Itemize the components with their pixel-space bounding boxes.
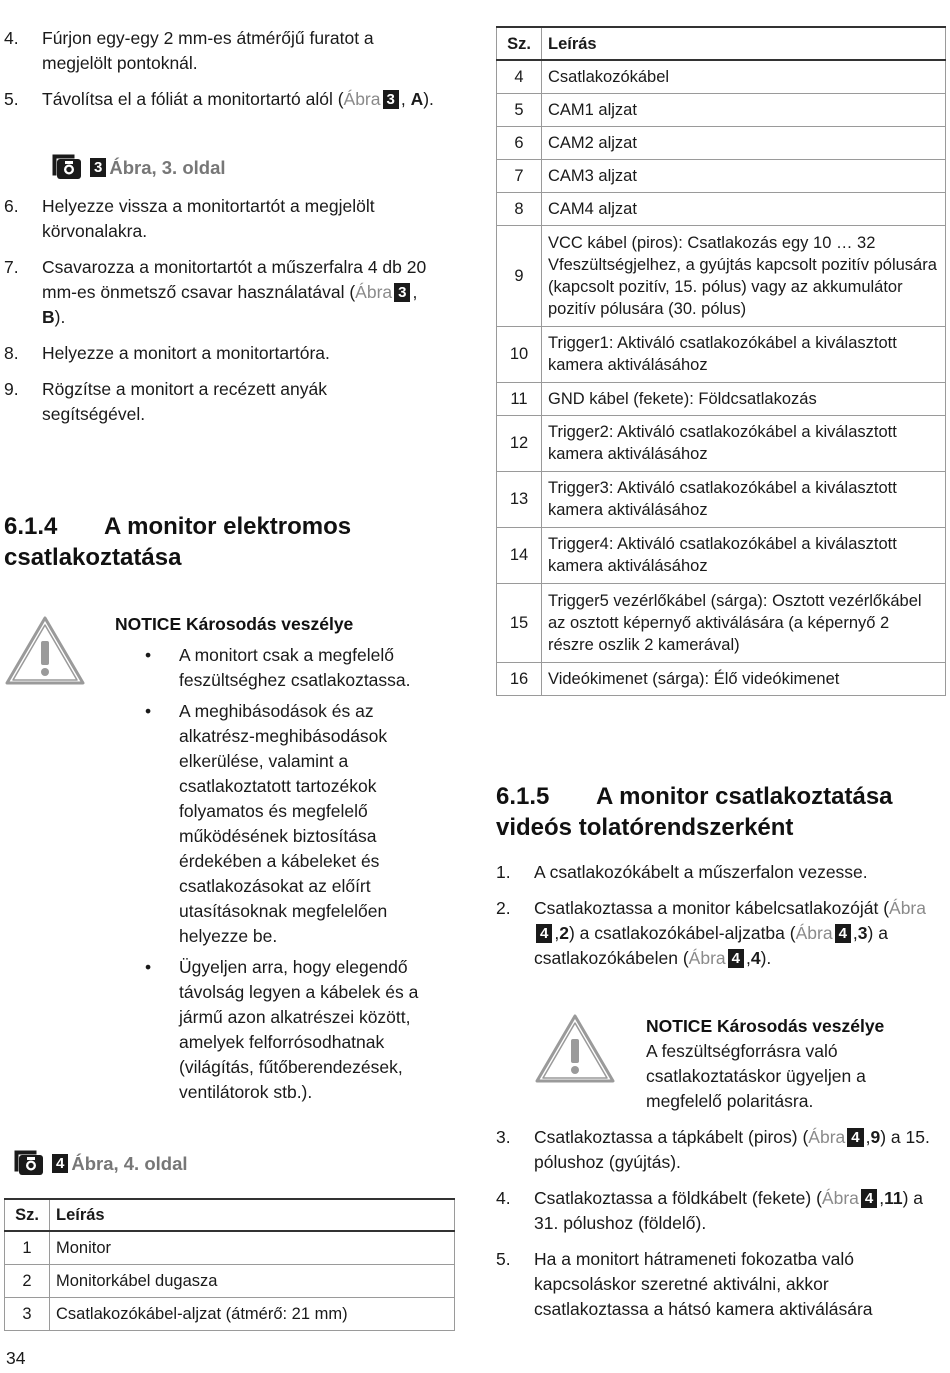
- step-text: Csatlakoztassa a monitor kábelcsatlakozóját (: [534, 898, 890, 918]
- step-text: Fúrjon egy-egy 2 mm-es átmérőjű furatot a megjelölt pontoknál.: [42, 28, 374, 73]
- separator: ,: [865, 1127, 871, 1147]
- left-steps-top: [4, 26, 444, 123]
- row-desc: Trigger3: Aktiváló csatlakozókábel a kiválasztott kamera aktiválásához: [542, 471, 946, 527]
- list-item: [4, 194, 434, 244]
- figure-ref[interactable]: Ábra: [355, 282, 393, 302]
- warning-triangle-icon: [4, 614, 86, 686]
- step-text: ) a csatlakozókábelen (: [534, 923, 888, 968]
- part-number: 2: [559, 923, 569, 943]
- row-num: 11: [497, 382, 542, 415]
- table-row: [497, 126, 946, 159]
- table-row: [497, 60, 946, 93]
- step-text: ) a csatlakozókábel-aljzatba (: [568, 923, 796, 943]
- table-row: [497, 662, 946, 695]
- camera-icon: [52, 154, 82, 180]
- bullet-dot: •: [145, 701, 152, 721]
- list-item: [496, 1247, 936, 1322]
- notice-box: [646, 1014, 936, 1114]
- row-num: 10: [497, 326, 542, 382]
- list-item: [115, 699, 435, 949]
- row-desc: Trigger5 vezérlőkábel (sárga): Osztott vezérlőkábel az osztott képernyő aktiválására (a képernyő 2 részre oszlik 2 kamerával): [542, 583, 946, 662]
- step-number: 5.: [496, 1249, 511, 1269]
- figure-4-reference[interactable]: [14, 1150, 188, 1176]
- row-num: 3: [5, 1297, 50, 1330]
- figure-badge: 4: [728, 949, 744, 968]
- step-number: 9.: [4, 379, 19, 399]
- part-number: 9: [870, 1127, 881, 1147]
- header-desc: Leírás: [542, 27, 946, 60]
- list-item: [4, 255, 434, 330]
- figure-badge: 3: [90, 158, 106, 177]
- list-item: [496, 896, 936, 971]
- row-num: 4: [497, 60, 542, 93]
- row-num: 9: [497, 225, 542, 326]
- step-number: 5.: [4, 89, 19, 109]
- bullet-text: Ügyeljen arra, hogy elegendő távolság legyen a kábelek és a jármű azon alkatrészei között, amelyek felforrósodhatnak (világítás, fűtőberendezések, ventilátorok stb.).: [179, 957, 419, 1102]
- section-title: A monitor csatlakoztatása videós tolatórendszerként: [496, 783, 893, 841]
- step-text-end: ).: [760, 948, 772, 968]
- section-title: A monitor elektromos csatlakoztatása: [4, 513, 352, 571]
- list-item: [115, 955, 435, 1105]
- row-num: 7: [497, 159, 542, 192]
- table-row: [497, 382, 946, 415]
- list-item: [496, 1125, 936, 1175]
- figure-label: Ábra, 4. oldal: [71, 1152, 188, 1174]
- row-num: 12: [497, 415, 542, 471]
- separator: ,: [852, 923, 858, 943]
- list-item: [4, 377, 434, 427]
- separator: ,: [745, 948, 751, 968]
- row-num: 6: [497, 126, 542, 159]
- row-desc: CAM2 aljzat: [542, 126, 946, 159]
- parts-table-left: [4, 1198, 455, 1331]
- table-row: [497, 326, 946, 382]
- section-heading-614: [4, 511, 444, 573]
- section-heading-615: [496, 781, 936, 843]
- row-desc: CAM1 aljzat: [542, 93, 946, 126]
- row-num: 13: [497, 471, 542, 527]
- row-desc: GND kábel (fekete): Földcsatlakozás: [542, 382, 946, 415]
- part-letter: B: [42, 307, 55, 327]
- bullet-dot: •: [145, 645, 152, 665]
- list-item: [4, 341, 434, 366]
- figure-ref[interactable]: Ábra: [808, 1127, 846, 1147]
- page-number: 34: [6, 1348, 26, 1368]
- list-item: [115, 643, 435, 693]
- table-row: [497, 471, 946, 527]
- right-steps-top: [496, 860, 936, 982]
- step-text: Távolítsa el a fóliát a monitortartó alól (: [42, 89, 344, 109]
- row-num: 15: [497, 583, 542, 662]
- table-row: [5, 1231, 455, 1264]
- figure-badge: 4: [536, 924, 552, 943]
- figure-label: Ábra, 3. oldal: [109, 156, 226, 178]
- part-number: 11: [884, 1188, 903, 1208]
- table-row: [497, 583, 946, 662]
- step-text: Csavarozza a monitortartót a műszerfalra 4 db 20 mm-es önmetsző csavar használatával (: [42, 257, 427, 302]
- figure-badge: 4: [52, 1154, 68, 1173]
- row-num: 14: [497, 527, 542, 583]
- part-letter: A: [410, 89, 424, 109]
- step-text-end: ).: [54, 307, 66, 327]
- warning-triangle-icon: [534, 1012, 616, 1084]
- figure-ref[interactable]: Ábra: [688, 948, 726, 968]
- row-desc: Csatlakozókábel-aljzat (átmérő: 21 mm): [50, 1297, 455, 1330]
- row-desc: Trigger1: Aktiváló csatlakozókábel a kiválasztott kamera aktiválásához: [542, 326, 946, 382]
- step-number: 8.: [4, 343, 19, 363]
- row-desc: CAM3 aljzat: [542, 159, 946, 192]
- bullet-text: A monitort csak a megfelelő feszültséghez csatlakoztassa.: [179, 645, 411, 690]
- notice-box: [115, 612, 435, 1111]
- figure-ref[interactable]: Ábra: [889, 898, 926, 918]
- row-num: 5: [497, 93, 542, 126]
- list-item: [496, 1186, 936, 1236]
- step-text: Helyezze a monitort a monitortartóra.: [42, 343, 330, 363]
- row-desc: Monitorkábel dugasza: [50, 1264, 455, 1297]
- step-text-end: ) a 15. pólushoz (gyújtás).: [534, 1127, 930, 1172]
- row-desc: CAM4 aljzat: [542, 192, 946, 225]
- step-text-end: ) a 31. pólushoz (földelő).: [534, 1188, 924, 1233]
- figure-ref[interactable]: Ábra: [795, 923, 833, 943]
- row-desc: Videókimenet (sárga): Élő videókimenet: [542, 662, 946, 695]
- step-text: Rögzítse a monitort a recézett anyák segítségével.: [42, 379, 327, 424]
- notice-title: NOTICE Károsodás veszélye: [115, 614, 354, 634]
- figure-badge: 4: [861, 1189, 877, 1208]
- row-num: 1: [5, 1231, 50, 1264]
- step-text-end: ).: [423, 89, 434, 109]
- list-item: [4, 26, 444, 76]
- list-item: [4, 87, 444, 112]
- table-row: [5, 1264, 455, 1297]
- figure-ref[interactable]: Ábra: [821, 1188, 859, 1208]
- camera-icon: [14, 1150, 44, 1176]
- list-item: [496, 860, 936, 885]
- section-number: 6.1.4: [4, 513, 58, 540]
- figure-badge: 4: [835, 924, 851, 943]
- step-number: 2.: [496, 898, 511, 918]
- table-row: [497, 527, 946, 583]
- header-num: Sz.: [5, 1199, 50, 1231]
- section-number: 6.1.5: [496, 783, 550, 810]
- table-row: [497, 192, 946, 225]
- notice-bullets: [115, 643, 435, 1105]
- table-row: [497, 159, 946, 192]
- separator: ,: [412, 282, 418, 302]
- step-number: 6.: [4, 196, 19, 216]
- step-text: Ha a monitort hátrameneti fokozatba való kapcsoláskor szeretné aktiválni, akkor csatlakoztassa a hátsó kamera aktiválására: [534, 1249, 873, 1319]
- part-number: 4: [750, 948, 761, 968]
- step-number: 4.: [496, 1188, 511, 1208]
- row-desc: Trigger4: Aktiváló csatlakozókábel a kiválasztott kamera aktiválásához: [542, 527, 946, 583]
- separator: ,: [400, 89, 411, 109]
- figure-badge: 3: [383, 90, 399, 109]
- figure-3-reference[interactable]: [52, 154, 226, 180]
- table-row: [497, 415, 946, 471]
- step-number: 3.: [496, 1127, 511, 1147]
- bullet-text: A meghibásodások és az alkatrész-meghibásodások elkerülése, valamint a csatlakoztatott tartozékok folyamatos és megfelelő működésének biztosítása érdekében a kábeleket és csatlakozásokat az előírt utasításoknak megfelelően helyezze be.: [179, 701, 388, 946]
- separator: ,: [879, 1188, 885, 1208]
- bullet-dot: •: [145, 957, 152, 977]
- right-steps-bottom: [496, 1125, 936, 1333]
- row-num: 16: [497, 662, 542, 695]
- left-steps-bottom: [4, 194, 434, 438]
- figure-badge: 4: [847, 1128, 863, 1147]
- step-number: 7.: [4, 257, 19, 277]
- table-header-row: [5, 1199, 455, 1231]
- step-number: 4.: [4, 28, 19, 48]
- row-num: 2: [5, 1264, 50, 1297]
- parts-table-right: [496, 26, 946, 696]
- step-text: Csatlakoztassa a tápkábelt (piros) (: [534, 1127, 809, 1147]
- row-num: 8: [497, 192, 542, 225]
- row-desc: VCC kábel (piros): Csatlakozás egy 10 … 32 Vfeszültségjelhez, a gyújtás kapcsolt pozitív pólusára (kapcsolt pozitív, 15. pólus) vagy az akkumulátor pozitív pólusára (30. pólus): [542, 225, 946, 326]
- row-desc: Monitor: [50, 1231, 455, 1264]
- notice-title: NOTICE Károsodás veszélye: [646, 1016, 885, 1036]
- step-text: Helyezze vissza a monitortartót a megjelölt körvonalakra.: [42, 196, 375, 241]
- table-row: [497, 93, 946, 126]
- figure-badge: 3: [394, 283, 410, 302]
- figure-ref[interactable]: Ábra: [343, 89, 381, 109]
- separator: ,: [554, 923, 560, 943]
- row-desc: Trigger2: Aktiváló csatlakozókábel a kiválasztott kamera aktiválásához: [542, 415, 946, 471]
- step-number: 1.: [496, 862, 511, 882]
- part-number: 3: [857, 923, 868, 943]
- step-text: A csatlakozókábelt a műszerfalon vezesse.: [534, 862, 868, 882]
- table-header-row: [497, 27, 946, 60]
- step-text: Csatlakoztassa a földkábelt (fekete) (: [534, 1188, 822, 1208]
- table-row: [497, 225, 946, 326]
- notice-text: A feszültségforrásra való csatlakoztatáskor ügyeljen a megfelelő polaritásra.: [646, 1041, 866, 1111]
- header-num: Sz.: [497, 27, 542, 60]
- header-desc: Leírás: [50, 1199, 455, 1231]
- table-row: [5, 1297, 455, 1330]
- row-desc: Csatlakozókábel: [542, 60, 946, 93]
